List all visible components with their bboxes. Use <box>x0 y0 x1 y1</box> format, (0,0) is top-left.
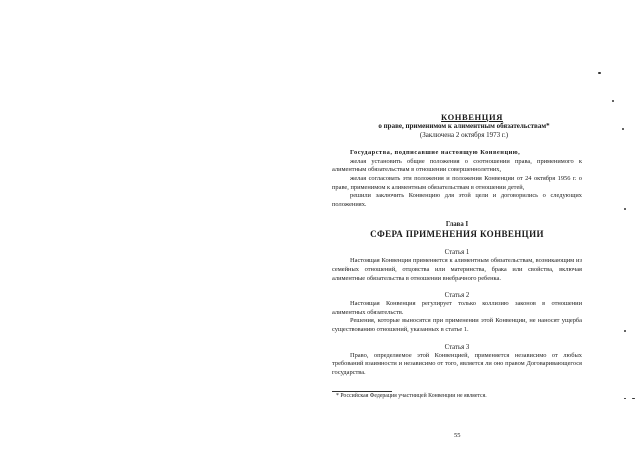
article-paragraph: Право, определяемое этой Конвенцией, применяется независимо от любых требований взаимности и независимо от того, является ли оно правом Договаривающегося государства. <box>332 351 582 376</box>
preamble-line: решили заключить Конвенцию для этой цели и договорились о следующих положениях. <box>332 192 582 208</box>
preamble-line: желая установить общие положения о соотношении права, применимого к алиментным обязательствам в отношении совершеннолетних, <box>332 157 582 174</box>
concluded-date: (Заключена 2 октября 1973 г.) <box>419 130 509 139</box>
document-title: КОНВЕНЦИЯ <box>441 112 503 122</box>
scan-speck <box>624 398 626 399</box>
article-heading: Статья 1 <box>444 249 470 257</box>
preamble-line: Государства, подписавшие настоящую Конвенцию, <box>350 149 521 157</box>
footnote: * Российская Федерация участницей Конвенции не является. <box>336 393 487 400</box>
document-subtitle: о праве, применимом к алиментным обязательствам* <box>378 122 550 130</box>
article-heading: Статья 2 <box>444 292 470 300</box>
scan-speck <box>624 330 626 332</box>
scan-speck <box>632 398 635 399</box>
scan-speck <box>612 100 614 102</box>
text-column <box>332 112 582 400</box>
preamble-line: желая согласовать эти положения и положения Конвенции от 24 октября 1956 г. о праве, применимом к алиментным обязательствам в отношении детей, <box>332 174 582 191</box>
scan-speck <box>624 208 626 210</box>
article-paragraph: Настоящая Конвенция регулирует только коллизию законов в отношении алиментных обязательств. <box>332 300 582 316</box>
page-number: 55 <box>454 432 461 439</box>
chapter-number: Глава I <box>445 221 469 229</box>
article-paragraph: Настоящая Конвенция применяется к алиментным обязательствам, возникающим из семейных отношений, отцовства или материнства, брака или свойства, включая алиментные обязательства в отношении внебрачного ребенка. <box>332 257 582 282</box>
article-paragraph: Решения, которые выносятся при применении этой Конвенции, не наносят ущерба существованию отношений, указанных в статье 1. <box>332 317 582 333</box>
article-heading: Статья 3 <box>444 343 470 351</box>
chapter-title: СФЕРА ПРИМЕНЕНИЯ КОНВЕНЦИИ <box>370 229 544 240</box>
scan-speck <box>598 72 601 74</box>
preamble <box>332 149 582 209</box>
scan-speck <box>622 128 624 130</box>
